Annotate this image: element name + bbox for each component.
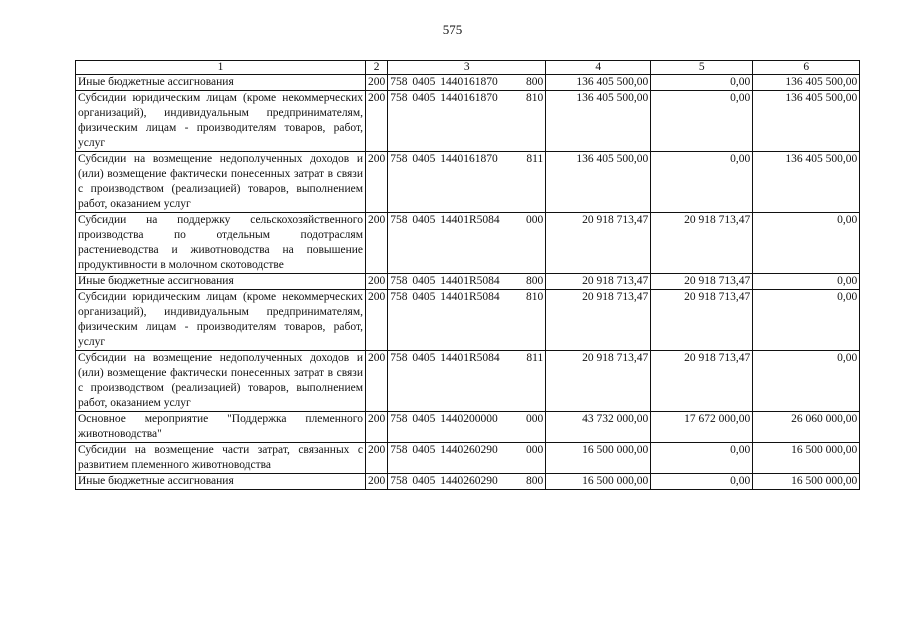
row-kbk: 758 0405 1440260290	[390, 444, 498, 456]
row-col-6: 0,00	[753, 274, 860, 290]
row-description: Иные бюджетные ассигнования	[76, 274, 366, 290]
row-kbk: 758 0405 14401R5084	[390, 352, 500, 364]
table-row	[76, 152, 860, 213]
row-budget-classification	[388, 75, 546, 91]
row-code: 200	[366, 75, 388, 91]
row-code: 200	[366, 443, 388, 474]
row-col-5: 20 918 713,47	[651, 290, 753, 351]
row-col-5: 0,00	[651, 152, 753, 213]
header-col-4: 4	[546, 61, 651, 75]
row-col-4: 43 732 000,00	[546, 412, 651, 443]
row-expense-type: 800	[526, 275, 544, 287]
row-code: 200	[366, 274, 388, 290]
row-code: 200	[366, 474, 388, 490]
row-budget-classification	[388, 351, 546, 412]
row-description: Иные бюджетные ассигнования	[76, 75, 366, 91]
row-expense-type: 810	[526, 92, 544, 104]
row-kbk: 758 0405 1440200000	[390, 413, 498, 425]
row-col-5: 0,00	[651, 75, 753, 91]
row-code: 200	[366, 412, 388, 443]
row-expense-type: 811	[526, 352, 544, 364]
row-expense-type: 811	[526, 153, 544, 165]
row-col-6: 0,00	[753, 213, 860, 274]
row-code: 200	[366, 91, 388, 152]
row-code: 200	[366, 351, 388, 412]
row-expense-type: 800	[526, 475, 544, 487]
table-row	[76, 290, 860, 351]
row-description: Субсидии юридическим лицам (кроме некоммерческих организаций), индивидуальным предпринимателям, физическим лицам - производителям товаров, работ, услуг	[76, 91, 366, 152]
row-col-5: 0,00	[651, 443, 753, 474]
row-description: Субсидии юридическим лицам (кроме некоммерческих организаций), индивидуальным предпринимателям, физическим лицам - производителям товаров, работ, услуг	[76, 290, 366, 351]
row-kbk: 758 0405 14401R5084	[390, 214, 500, 226]
row-kbk: 758 0405 1440161870	[390, 76, 498, 88]
row-kbk: 758 0405 14401R5084	[390, 275, 500, 287]
row-col-4: 20 918 713,47	[546, 213, 651, 274]
row-col-5: 20 918 713,47	[651, 213, 753, 274]
row-col-6: 16 500 000,00	[753, 443, 860, 474]
row-col-4: 16 500 000,00	[546, 474, 651, 490]
page-number: 575	[442, 22, 463, 37]
row-code: 200	[366, 290, 388, 351]
row-expense-type: 000	[526, 413, 544, 425]
row-col-4: 20 918 713,47	[546, 351, 651, 412]
table-row	[76, 274, 860, 290]
table-row	[76, 91, 860, 152]
row-col-6: 26 060 000,00	[753, 412, 860, 443]
row-budget-classification	[388, 213, 546, 274]
row-budget-classification	[388, 412, 546, 443]
row-kbk: 758 0405 1440161870	[390, 92, 498, 104]
row-description: Иные бюджетные ассигнования	[76, 474, 366, 490]
row-budget-classification	[388, 91, 546, 152]
header-col-1: 1	[76, 61, 366, 75]
row-col-6: 136 405 500,00	[753, 75, 860, 91]
table-row	[76, 443, 860, 474]
row-col-5: 20 918 713,47	[651, 351, 753, 412]
row-kbk: 758 0405 1440260290	[390, 475, 498, 487]
row-kbk: 758 0405 1440161870	[390, 153, 498, 165]
row-col-4: 20 918 713,47	[546, 290, 651, 351]
table-row	[76, 351, 860, 412]
header-col-5: 5	[651, 61, 753, 75]
row-col-4: 136 405 500,00	[546, 91, 651, 152]
table-row	[76, 412, 860, 443]
row-budget-classification	[388, 274, 546, 290]
row-code: 200	[366, 152, 388, 213]
row-description: Субсидии на возмещение недополученных доходов и (или) возмещение фактически понесенных затрат в связи с производством (реализацией) товаров, выполнением работ, оказанием услуг	[76, 152, 366, 213]
table-header-row	[76, 61, 860, 75]
row-kbk: 758 0405 14401R5084	[390, 291, 500, 303]
row-col-6: 136 405 500,00	[753, 152, 860, 213]
table-row	[76, 474, 860, 490]
row-budget-classification	[388, 152, 546, 213]
header-col-6: 6	[753, 61, 860, 75]
row-expense-type: 810	[526, 291, 544, 303]
table-row	[76, 213, 860, 274]
row-col-4: 16 500 000,00	[546, 443, 651, 474]
row-expense-type: 800	[526, 76, 544, 88]
row-col-5: 0,00	[651, 474, 753, 490]
row-col-6: 136 405 500,00	[753, 91, 860, 152]
row-expense-type: 000	[526, 444, 544, 456]
row-description: Субсидии на поддержку сельскохозяйственного производства по отдельным подотраслям растениеводства и животноводства на повышение продуктивности в молочном скотоводстве	[76, 213, 366, 274]
row-col-5: 20 918 713,47	[651, 274, 753, 290]
header-col-3: 3	[388, 61, 546, 75]
row-col-4: 20 918 713,47	[546, 274, 651, 290]
row-description: Субсидии на возмещение части затрат, связанных с развитием племенного животноводства	[76, 443, 366, 474]
row-expense-type: 000	[526, 214, 544, 226]
row-description: Основное мероприятие "Поддержка племенного животноводства"	[76, 412, 366, 443]
row-col-5: 0,00	[651, 91, 753, 152]
row-col-6: 0,00	[753, 290, 860, 351]
row-col-5: 17 672 000,00	[651, 412, 753, 443]
table-row	[76, 75, 860, 91]
row-col-4: 136 405 500,00	[546, 75, 651, 91]
row-col-6: 16 500 000,00	[753, 474, 860, 490]
row-col-4: 136 405 500,00	[546, 152, 651, 213]
row-budget-classification	[388, 443, 546, 474]
row-budget-classification	[388, 290, 546, 351]
header-col-2: 2	[366, 61, 388, 75]
budget-table	[75, 60, 860, 490]
row-description: Субсидии на возмещение недополученных доходов и (или) возмещение фактически понесенных затрат в связи с производством (реализацией) товаров, выполнением работ, оказанием услуг	[76, 351, 366, 412]
row-code: 200	[366, 213, 388, 274]
row-col-6: 0,00	[753, 351, 860, 412]
row-budget-classification	[388, 474, 546, 490]
